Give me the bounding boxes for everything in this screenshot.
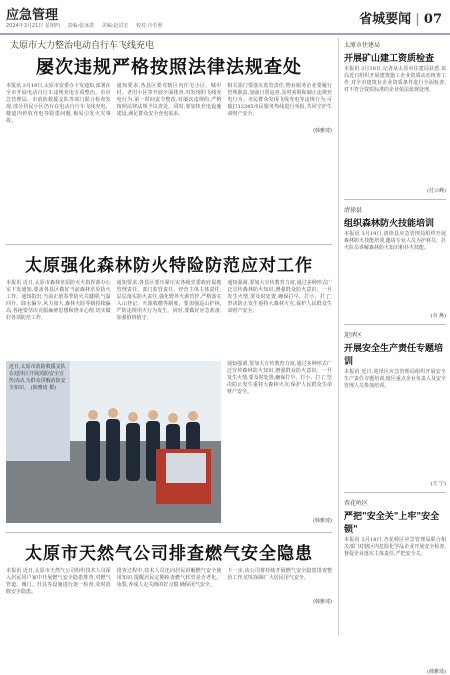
sidebar: [338, 38, 446, 675]
article-source: (韩雅琦): [313, 128, 332, 134]
sidebar-title: 组织森林防火技能培训: [344, 219, 435, 229]
body-col-1: 本报讯 近日,太原市天然气公司组织技术人员深入居民用户家中开展燃气安全隐患排查,对燃气管道、阀门、灶具等设施进行逐一检查,及时消除安全隐患。: [6, 568, 111, 595]
sidebar-org: 迎泽区: [344, 332, 363, 339]
article-body: [6, 83, 332, 125]
editor: 责编:张冰湛: [67, 23, 95, 29]
sidebar-body: 本报讯 3月18日,记者从太原市住建局获悉,该局近日组织开展建筑施工企业资质动态核查工作,对全市建筑业企业资质条件进行全面检查,对不符合资质标准的企业依法依规处理。: [344, 66, 446, 93]
issue-date: 2024年3月21日 星期四: [6, 23, 60, 29]
sidebar-item: [344, 498, 446, 675]
body-col-3: 下一步,该公司将持续开展燃气安全隐患排查整治工作,切实保障广大居民用气安全。: [227, 568, 333, 581]
main-column: [6, 38, 332, 619]
divider: [344, 199, 446, 200]
article-headline: 太原市天然气公司排查燃气安全隐患: [25, 544, 313, 564]
header-accent-line: [0, 33, 450, 35]
sidebar-body: 本报讯 3月18日,杏花岭区应急管理局联合相关部门对辖区内危险化学品企业开展安全检查,督促企业落实主体责任,严把安全关。: [344, 537, 446, 557]
article-ebike: [6, 38, 332, 238]
divider: [344, 324, 446, 325]
article-body: [6, 568, 332, 596]
photo-credit: (韩雅琦 摄): [30, 385, 57, 391]
sidebar-item: [344, 330, 446, 487]
sidebar-title: 开展安全生产责任专题培训: [344, 344, 444, 367]
right-section: 省城要闻: [359, 12, 412, 27]
sidebar-org: 清徐县: [344, 207, 363, 214]
article-kicker: 太原市大力整治电动自行车飞线充电: [10, 41, 155, 51]
photo-caption: [6, 361, 70, 461]
divider: [6, 532, 332, 533]
designer: 美编:赵沼宏: [101, 23, 129, 29]
article-gas-safety: [6, 539, 332, 619]
sidebar-title: 开展矿山建工资质检查: [344, 54, 435, 64]
section-name: 应急管理: [6, 8, 59, 23]
header-meta: [6, 22, 169, 29]
sidebar-body: 本报讯 3月19日,清徐县应急管理局组织开展森林防火技能培训,邀请专业人员为护林员、扑火队员讲解森林防火知识和扑火技能。: [344, 231, 446, 251]
news-photo-block: [6, 361, 221, 523]
sidebar-source: (王 宁): [430, 481, 446, 487]
article-source: (韩雅琦): [313, 599, 332, 605]
proofreader: 校对:冷若莉: [136, 23, 163, 29]
article-headline: 太原强化森林防火特险防范应对工作: [25, 256, 313, 276]
body-col-1: 本报讯 3月19日,太原市安委办下发通知,部署在全市开展电动自行车违规充电专项整治。市应急管理局、市消防救援支队等部门联合检查发现,部分居民小区仍存在电动自行车飞线充电、楼道内停放充电等隐患问题,极易引发火灾事故。: [6, 83, 111, 124]
divider: |: [415, 12, 420, 27]
sidebar-body: 本报讯 近日,迎泽区应急管理局组织开展安全生产责任专题培训,辖区重点企业负责人及安全管理人员参加培训。: [344, 369, 446, 389]
page-number: 07: [423, 12, 442, 27]
body-col-continued: 通知强调,要加大宣传教育力度,通过多种形式广泛宣传森林防火知识,增强群众防火意识。一旦发生火情,要及时处置,确保打早、打小、打了,坚决防止发生重特大森林火灾,保护人民群众生命财产安全。: [227, 361, 332, 395]
sidebar-title: 严把"安全关"上牢"安全锁": [344, 512, 440, 535]
page-header: [0, 0, 450, 34]
divider: [6, 244, 332, 245]
page-label: [359, 8, 442, 27]
caption-text: 近日,太原市消防救援支队在迎泽区开展消防安全宣传活动,为群众讲解消防安全知识。: [9, 364, 66, 391]
body-col-2: 通知要求,各县区要对辖区内住宅小区、城中村、老旧小区等开展全面排查,对发现的飞线充电行为,第一时间责令整改;对屡次违规的,严格按照法律法规予以查处。同时,要加快充电设施建设,满足群众安全充电需求。: [116, 83, 222, 117]
body-col-2: 通知要求,各县区要压紧压实各级党委政府属地管理责任、部门监管责任、经营主体主体责任,层层落实防火责任,强化野外火源管控,严格落实入山登记、火源收缴等制度。要加强巡山护林,严防违规用火行为发生。同时,要做好应急准备,加强值班值守。: [116, 280, 222, 321]
body-col-2: 排查过程中,技术人员还向居民讲解燃气安全使用知识,提醒居民定期检查燃气软管是否老化、龟裂,养成人走关阀的好习惯,确保用气安全。: [116, 568, 222, 588]
article-headline: 屡次违规严格按照法律法规查处: [36, 57, 302, 78]
sidebar-item: [344, 40, 446, 194]
body-col-1: 本报讯 近日,太原市森林草原防灭火指挥部办公室下发通知,要求各县区做好当前森林草原防火工作。通知指出,当前正值春季防火关键期,气温回升、降水偏少,风力加大,森林火险等级持续偏高,各地要坚决克服麻痹思想和侥幸心理,切实做好各项防范工作。: [6, 280, 111, 321]
article-forest-fire: [6, 251, 332, 526]
sidebar-source: (韩雅琦): [427, 669, 446, 675]
sidebar-org: 太原市住建局: [344, 42, 381, 49]
divider: [344, 492, 446, 493]
sidebar-item: [344, 205, 446, 319]
body-col-3: 通知强调,要加大宣传教育力度,通过多种形式广泛宣传森林防火知识,增强群众防火意识。一旦发生火情,要及时处置,确保打早、打小、打了,坚决防止发生重特大森林火灾,保护人民群众生命财产安全。: [227, 280, 333, 314]
body-col-3: 相关部门要落实监管责任,物业服务企业要履行管理职责,加强日常巡查,及时劝阻和制止违规充电行为。市民群众发现飞线充电等违规行为,可拨打12345市民服务热线进行举报,共同守护生命财产安全。: [227, 83, 333, 117]
sidebar-source: (付云峰): [427, 188, 446, 194]
article-source: (韩雅琦): [313, 518, 332, 524]
sidebar-source: (余 燕): [430, 313, 446, 319]
sidebar-org: 杏花岭区: [344, 500, 369, 507]
